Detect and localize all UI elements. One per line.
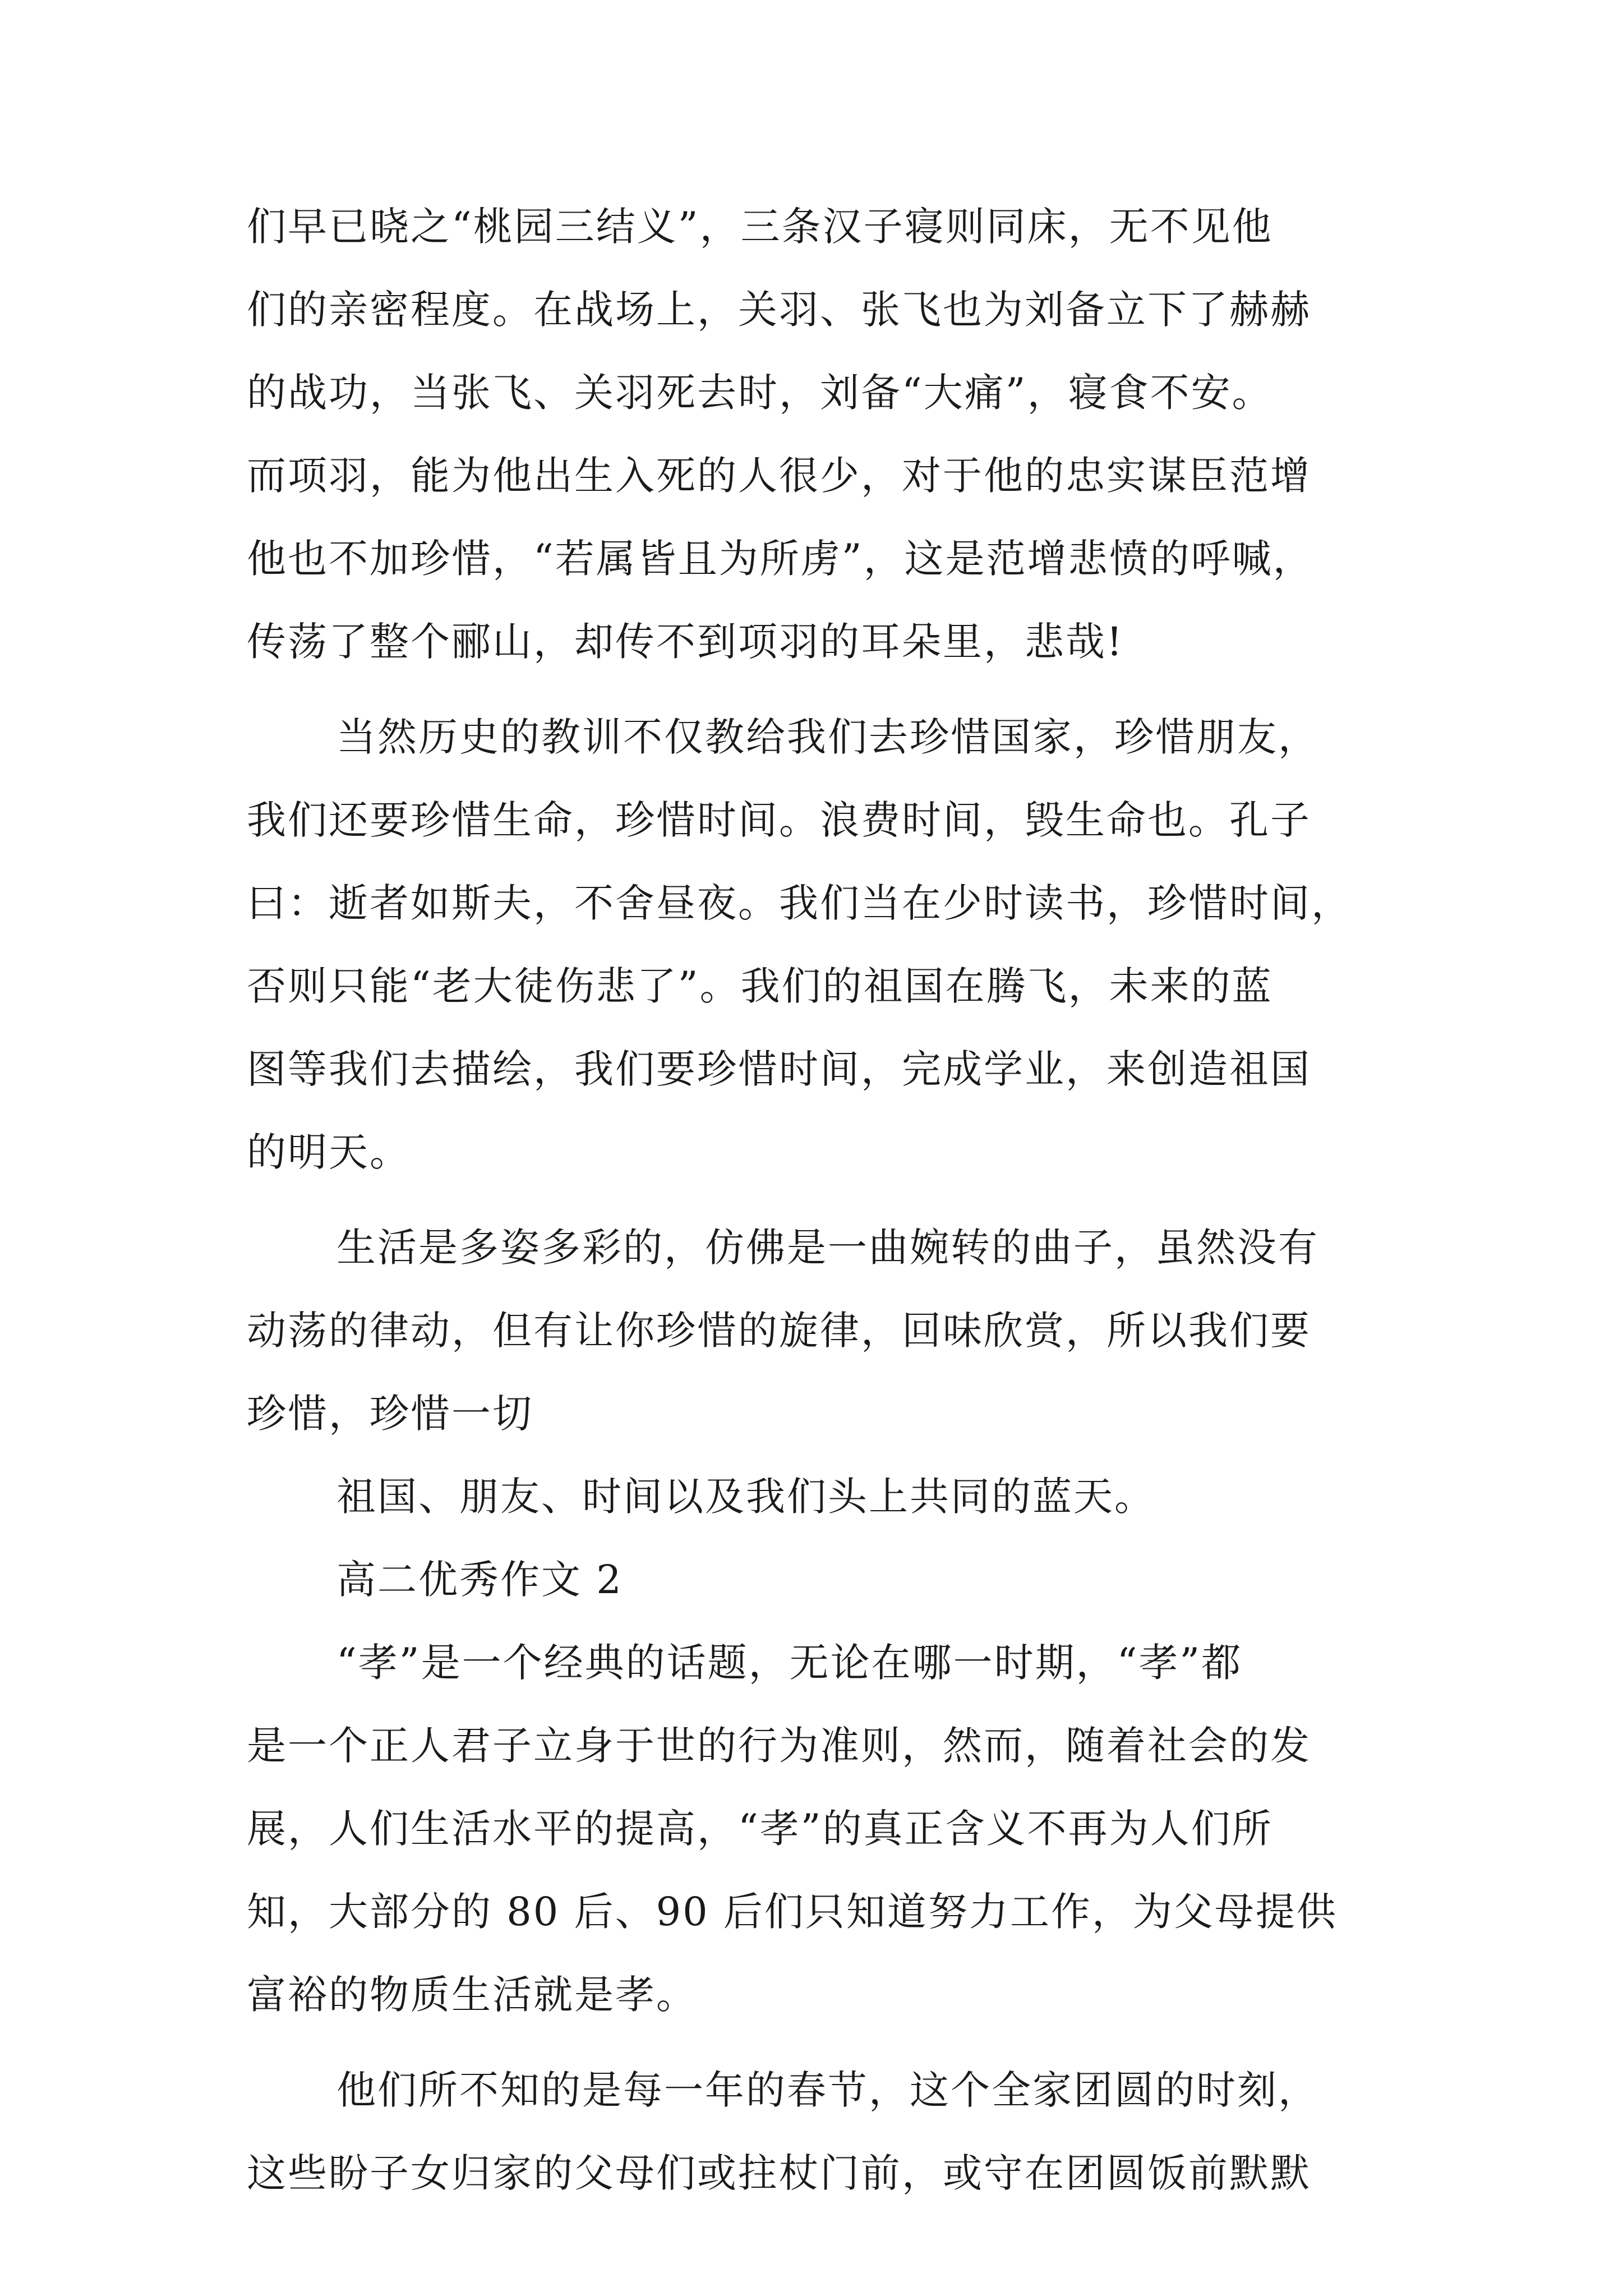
text-line: 他也不加珍惜，“若属皆且为所虏”，这是范增悲愤的呼喊， <box>247 536 1314 582</box>
text-line: 动荡的律动，但有让你珍惜的旋律，回味欣赏，所以我们要 <box>247 1308 1311 1354</box>
text-line: 这些盼子女归家的父母们或拄杖门前，或守在团圆饭前默默 <box>247 2150 1311 2196</box>
text-line: 富裕的物质生活就是孝。 <box>247 1972 697 2018</box>
text-line: 的明天。 <box>247 1129 411 1175</box>
text-line: 展，人们生活水平的提高，“孝”的真正含义不再为人们所 <box>247 1806 1273 1852</box>
document-body <box>247 185 1391 2215</box>
paragraph-start-line: 祖国、朋友、时间以及我们头上共同的蓝天。 <box>336 1474 1155 1520</box>
text-line: 我们还要珍惜生命，珍惜时间。浪费时间，毁生命也。孔子 <box>247 797 1311 843</box>
paragraph-start-line: 生活是多姿多彩的，仿佛是一曲婉转的曲子，虽然没有 <box>336 1225 1319 1271</box>
text-line: 珍惜，珍惜一切 <box>247 1391 533 1437</box>
text-line: 知，大部分的 80 后、90 后们只知道努力工作，为父母提供 <box>247 1889 1338 1935</box>
text-line: 曰：逝者如斯夫，不舍昼夜。我们当在少时读书，珍惜时间， <box>247 880 1352 926</box>
text-line: 们早已晓之“桃园三结义”，三条汉子寝则同床，无不见他 <box>247 204 1273 250</box>
text-line: 传荡了整个郦山，却传不到项羽的耳朵里，悲哉! <box>247 619 1124 665</box>
paragraph-start-line: 他们所不知的是每一年的春节，这个全家团圆的时刻， <box>336 2067 1319 2113</box>
text-line: 们的亲密程度。在战场上，关羽、张飞也为刘备立下了赫赫 <box>247 287 1311 333</box>
paragraph-start-line: “孝”是一个经典的话题，无论在哪一时期，“孝”都 <box>336 1640 1243 1686</box>
text-line: 是一个正人君子立身于世的行为准则，然而，随着社会的发 <box>247 1723 1311 1769</box>
text-line: 图等我们去描绘，我们要珍惜时间，完成学业，来创造祖国 <box>247 1046 1311 1092</box>
paragraph-start-line: 当然历史的教训不仅教给我们去珍惜国家，珍惜朋友， <box>336 714 1319 760</box>
text-line: 的战功，当张飞、关羽死去时，刘备“大痛”，寝食不安。 <box>247 370 1273 416</box>
section-heading: 高二优秀作文 2 <box>336 1557 623 1603</box>
text-line: 否则只能“老大徒伤悲了”。我们的祖国在腾飞，未来的蓝 <box>247 963 1273 1009</box>
text-line: 而项羽，能为他出生入死的人很少，对于他的忠实谋臣范增 <box>247 453 1311 499</box>
